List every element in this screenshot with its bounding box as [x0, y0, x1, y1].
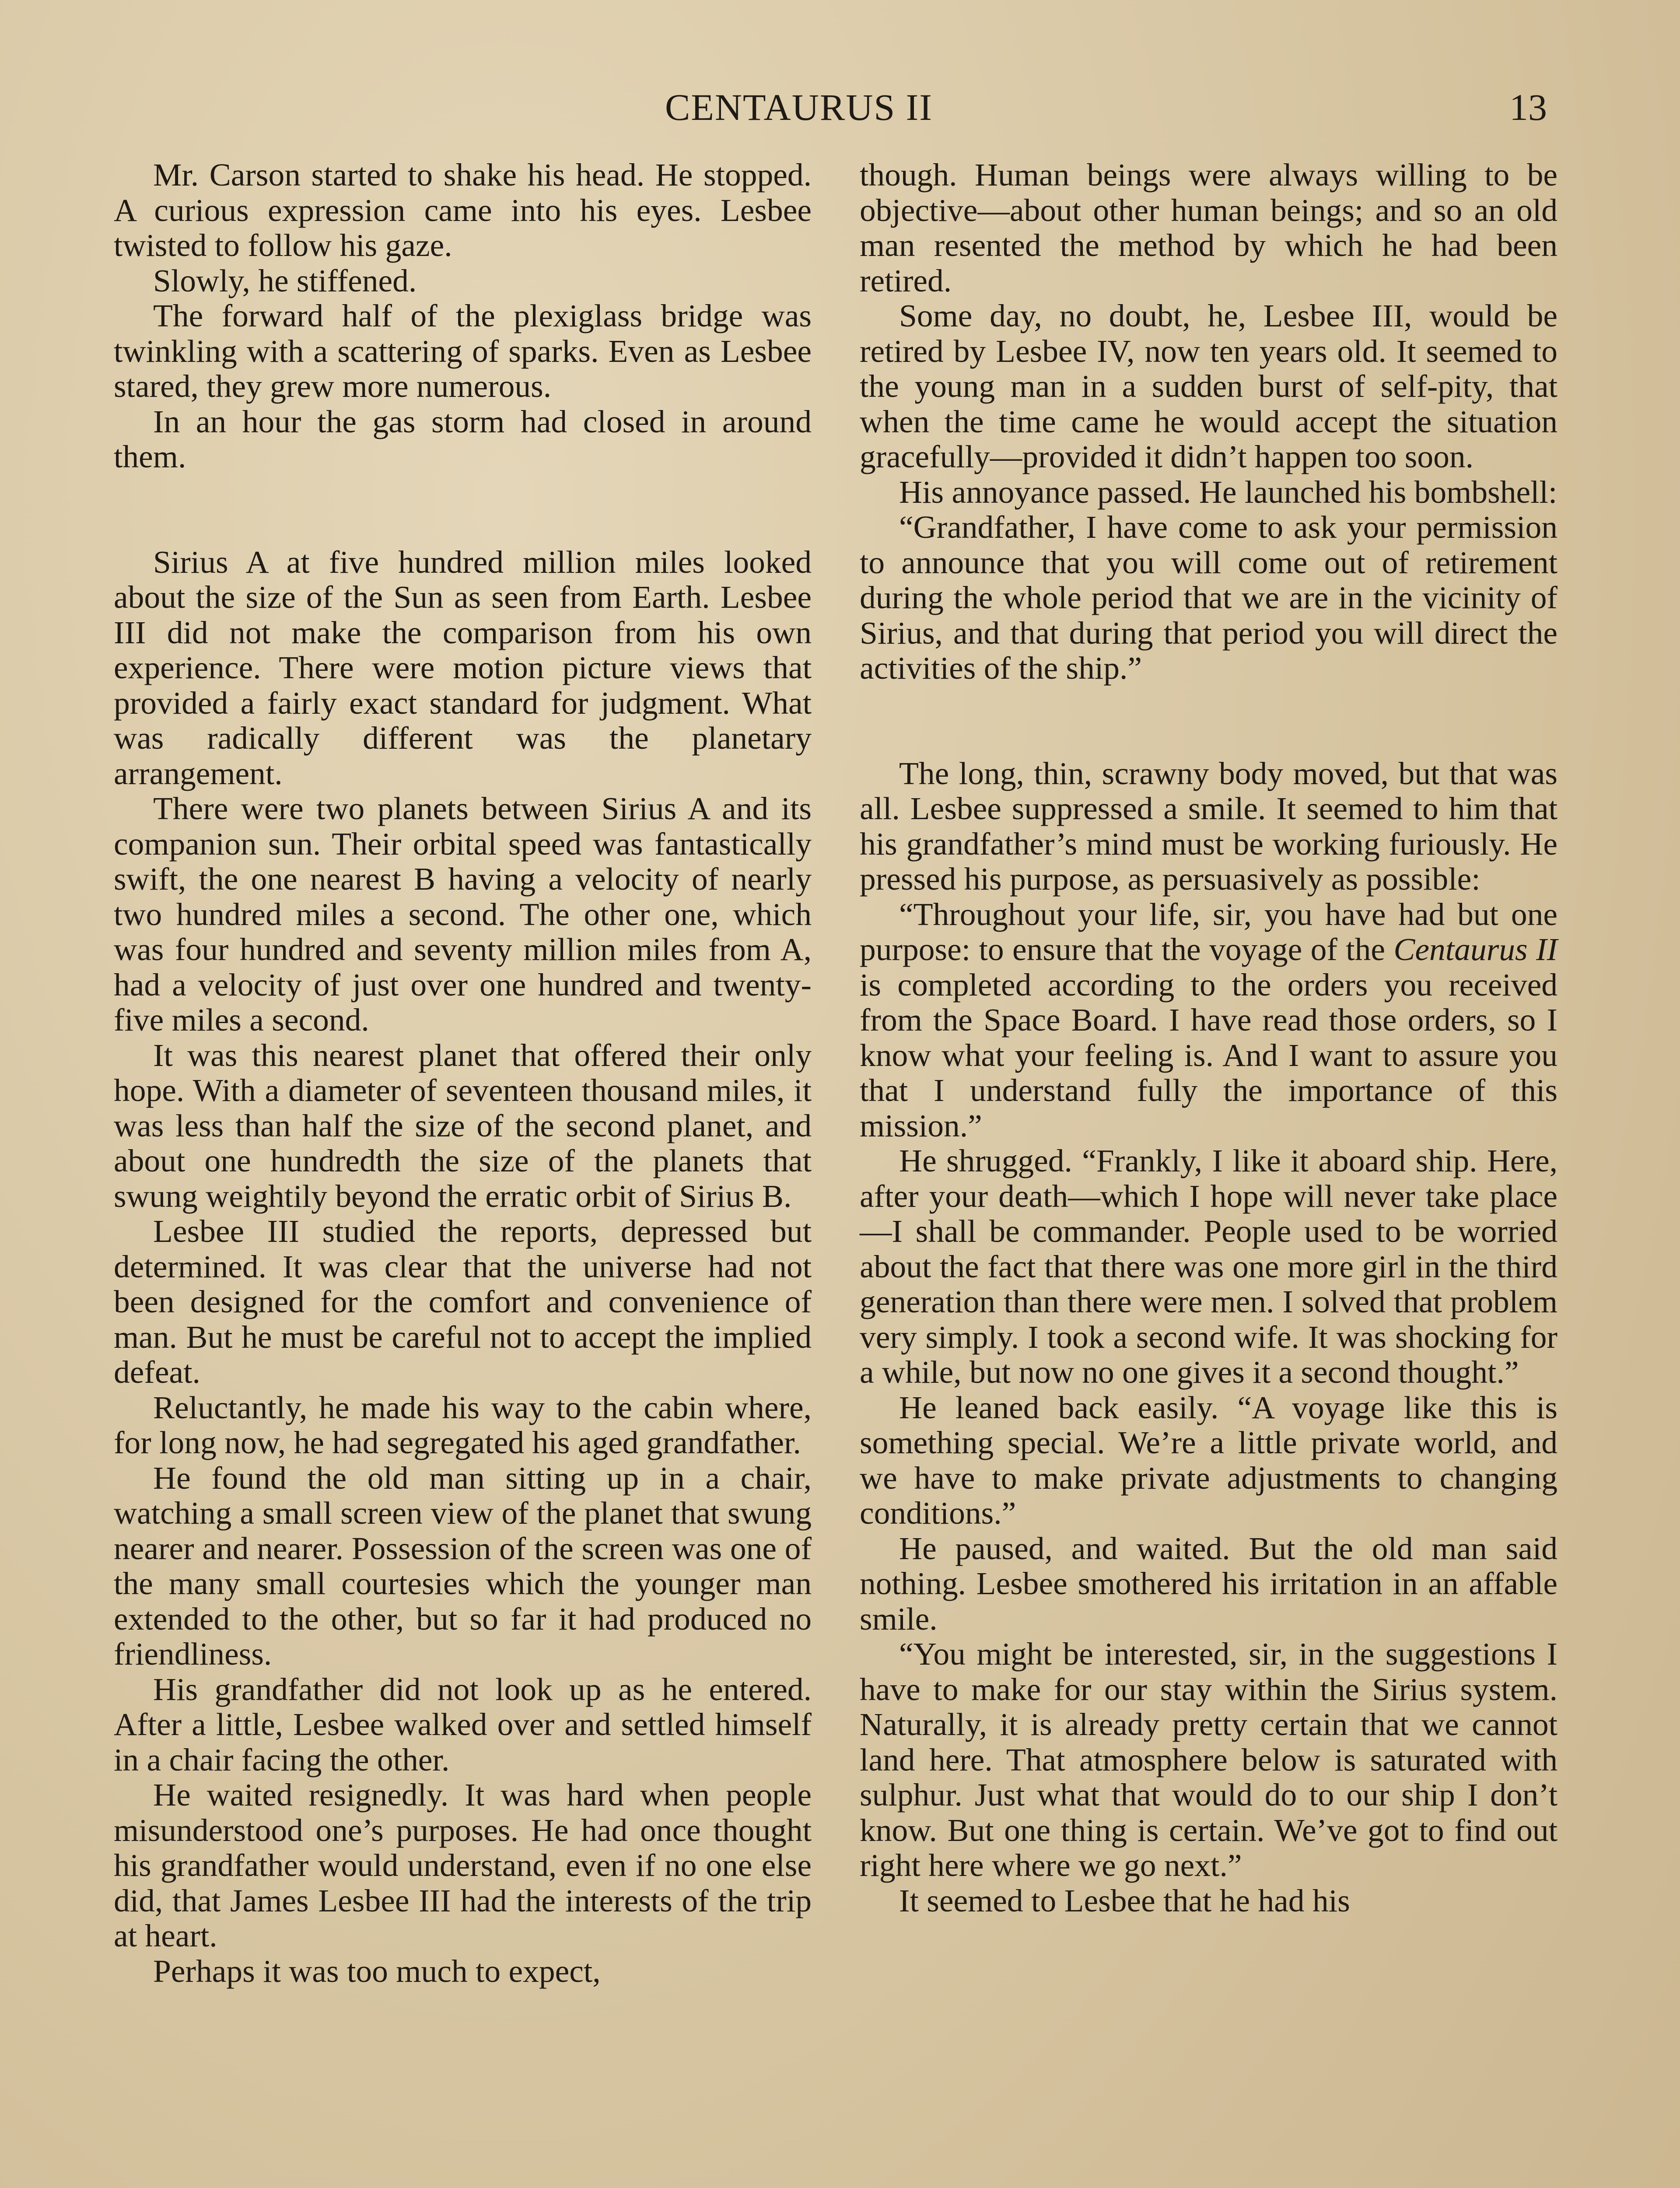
paragraph: Mr. Carson started to shake his head. He stopped. A curious expression came into his eyes. Lesbee twisted to follow his gaze. [114, 157, 812, 263]
paragraph: Perhaps it was too much to expect, [153, 1953, 601, 1989]
paragraph: His grandfather did not look up as he entered. After a little, Lesbee walked over and settled himself in a chair facing the other. [114, 1671, 812, 1778]
running-title: CENTAURUS II [665, 86, 933, 128]
paragraph: Slowly, he stiffened. [153, 263, 417, 298]
paragraph: It was this nearest planet that offered their only hope. With a diameter of seventeen thousand miles, it was less than half the size of the second planet, and about one hundredth the size of the planets that swung weightily beyond the erratic orbit of Sirius B. [114, 1037, 812, 1214]
paragraph: In an hour the gas storm had closed in around them. [114, 403, 812, 474]
paragraph: “You might be interested, sir, in the suggestions I have to make for our stay within the Sirius system. Naturally, it is already pretty certain that we cannot land here. That atmosphere below is saturated with sulphur. Just what that would do to our ship I don’t know. But one thing is certain. We’ve got to find out right here where we go next.” [860, 1636, 1558, 1883]
paragraph: His annoyance passed. He launched his bombshell: [899, 474, 1558, 510]
paragraph: It seemed to Lesbee that he had his [899, 1883, 1350, 1918]
paragraph: He leaned back easily. “A voyage like this is something special. We’re a little private world, and we have to make private adjustments to changing conditions.” [860, 1389, 1558, 1531]
paragraph: He paused, and waited. But the old man said nothing. Lesbee smothered his irritation in an affable smile. [860, 1530, 1558, 1637]
paragraph: Sirius A at five hundred million miles looked about the size of the Sun as seen from Earth. Lesbee III did not make the comparison from his own experience. There were motion picture views that provided a fairly exact standard for judgment. What was radically different was the planetary arrangement. [114, 544, 812, 791]
paragraph-text: is completed according to the orders you received from the Space Board. I have read those orders, so I know what your feeling is. And I want to assure you that I understand fully the importance of this mission.” [860, 967, 1558, 1143]
paragraph: “Grandfather, I have come to ask your permission to announce that you will come out of retirement during the whole period that we are in the vicinity of Sirius, and that during that period you will direct the activities of the ship.” [860, 509, 1558, 686]
paragraph: He waited resignedly. It was hard when people misunderstood one’s purposes. He had once thought his grandfather would understand, even if no one else did, that James Lesbee III had the interests of the trip at heart. [114, 1777, 812, 1953]
paragraph: Some day, no doubt, he, Lesbee III, would be retired by Lesbee IV, now ten years old. It seemed to the young man in a sudden burst of self-pity, that when the time came he would accept the situation gracefully—provided it didn’t happen too soon. [860, 298, 1558, 474]
ship-name: Centaurus II [1393, 932, 1558, 967]
paragraph: though. Human beings were always willing to be objective—about other human beings; and so an old man resented the method by which he had been retired. [860, 157, 1558, 298]
paragraph: Lesbee III studied the reports, depressed but determined. It was clear that the universe had not been designed for the comfort and convenience of man. But he must be careful not to accept the implied defeat. [114, 1213, 812, 1390]
paragraph-text: “Throughout your life, sir, you have had but one purpose: to ensure that the voyage of the [860, 896, 1558, 967]
right-column [860, 158, 1558, 2188]
left-column [114, 158, 812, 2188]
paragraph: The forward half of the plexiglass bridge was twinkling with a scattering of sparks. Even as Lesbee stared, they grew more numerous. [114, 298, 812, 404]
paragraph: The long, thin, scrawny body moved, but that was all. Lesbee suppressed a smile. It seemed to him that his grandfather’s mind must be working furiously. He pressed his purpose, as persuasively as possible: [860, 755, 1558, 897]
paragraph [860, 897, 1558, 1144]
paragraph: He shrugged. “Frankly, I like it aboard ship. Here, after your death—which I hope will never take place—I shall be commander. People used to be worried about the fact that there was one more girl in the third generation than there were men. I solved that problem very simply. I took a second wife. It was shocking for a while, but now no one gives it a second thought.” [860, 1143, 1558, 1390]
paragraph: He found the old man sitting up in a chair, watching a small screen view of the planet that swung nearer and nearer. Possession of the screen was one of the many small courtesies which the younger man extended to the other, but so far it had produced no friendliness. [114, 1460, 812, 1672]
paragraph: Reluctantly, he made his way to the cabin where, for long now, he had segregated his aged grandfather. [114, 1389, 812, 1460]
paragraph: There were two planets between Sirius A and its companion sun. Their orbital speed was fantastically swift, the one nearest B having a velocity of nearly two hundred miles a second. The other one, which was four hundred and seventy million miles from A, had a velocity of just over one hundred and twenty-five miles a second. [114, 791, 812, 1038]
running-header [0, 85, 1680, 138]
page-number: 13 [1509, 86, 1547, 128]
